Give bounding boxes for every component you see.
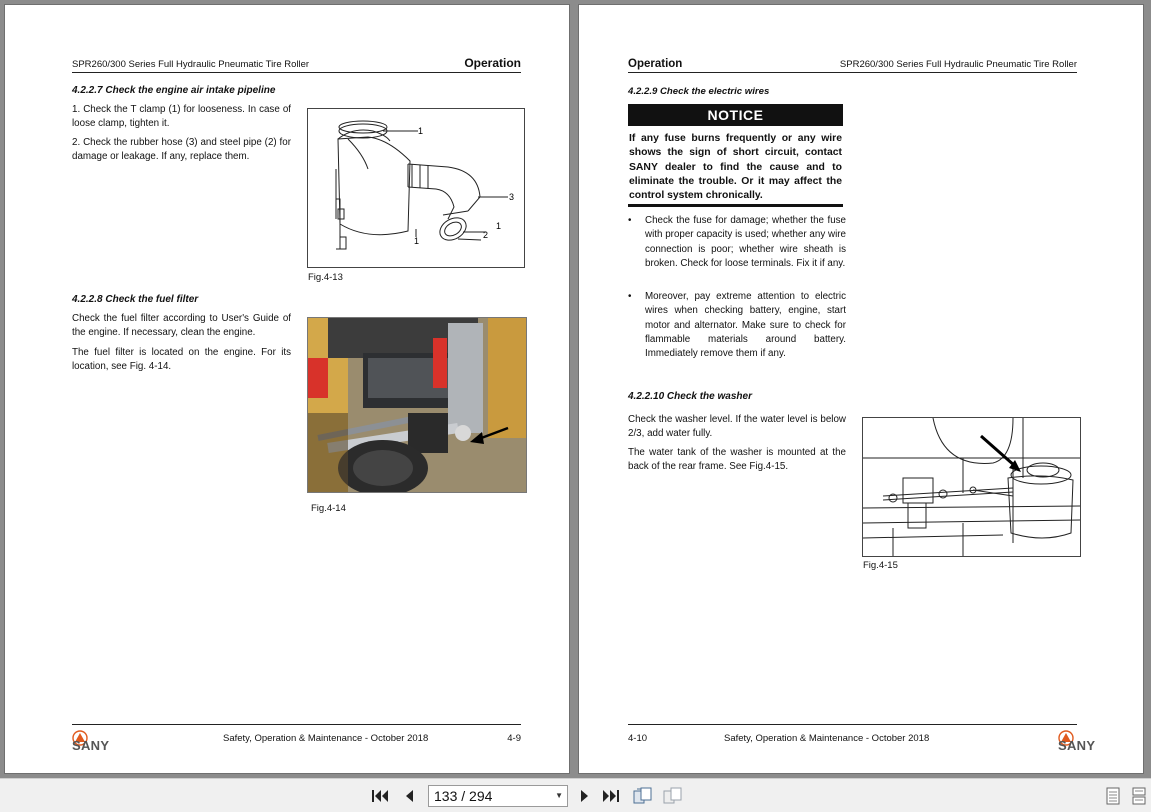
page-indicator: 133 / 294 bbox=[434, 788, 493, 804]
section-heading-4228: 4.2.2.8 Check the fuel filter bbox=[72, 294, 199, 305]
header-section: Operation bbox=[628, 58, 683, 70]
page-footer bbox=[628, 724, 1096, 755]
document-page-left bbox=[4, 4, 570, 774]
section-heading-4229: 4.2.2.9 Check the electric wires bbox=[628, 86, 770, 97]
header-section: Operation bbox=[464, 56, 521, 70]
last-page-icon[interactable] bbox=[600, 785, 622, 807]
header-title: SPR260/300 Series Full Hydraulic Pneumatic Tire Roller bbox=[72, 59, 310, 70]
callout-label: 1 bbox=[418, 126, 424, 136]
page-header bbox=[72, 55, 521, 73]
notice-text: If any fuse burns frequently or any wire shows the sign of short circuit, contact SANY dealer to find the cause and to eliminate the trouble. Or it may affect the control system chronically. bbox=[629, 133, 842, 202]
header-title: SPR260/300 Series Full Hydraulic Pneumatic Tire Roller bbox=[839, 59, 1077, 70]
figure-4-14-fuel-filter-photo bbox=[307, 317, 527, 493]
footer-text: Safety, Operation & Maintenance - October 2018 bbox=[223, 733, 429, 744]
figure-caption: Fig.4-15 bbox=[863, 560, 898, 571]
scroll-mode-icon[interactable] bbox=[1102, 785, 1124, 807]
notice-divider bbox=[628, 204, 843, 207]
continuous-mode-icon[interactable] bbox=[1128, 785, 1150, 807]
bullet-icon: • bbox=[628, 215, 632, 226]
bullet-icon: • bbox=[628, 291, 632, 302]
first-page-icon[interactable] bbox=[369, 785, 391, 807]
sany-logo: SANY bbox=[72, 730, 91, 746]
single-page-view-icon[interactable] bbox=[632, 785, 654, 807]
figure-4-15-washer-tank-drawing bbox=[862, 417, 1081, 557]
callout-label: 1 bbox=[496, 221, 502, 231]
chevron-down-icon[interactable]: ▼ bbox=[555, 791, 563, 800]
sany-logo: SANY bbox=[1058, 730, 1077, 746]
paragraph: The fuel filter is located on the engine. For its location, see Fig. 4-14. bbox=[72, 347, 291, 373]
page-number: 4-9 bbox=[507, 733, 521, 744]
paragraph: 1. Check the T clamp (1) for looseness. In case of loose clamp, tighten it. bbox=[72, 104, 291, 130]
page-header bbox=[628, 55, 1077, 73]
notice-banner: NOTICE bbox=[628, 104, 843, 126]
previous-page-icon[interactable] bbox=[398, 785, 420, 807]
page-number: 4-10 bbox=[628, 733, 648, 744]
section-heading-4227: 4.2.2.7 Check the engine air intake pipeline bbox=[72, 85, 276, 96]
paragraph: The water tank of the washer is mounted at the back of the rear frame. See Fig.4-15. bbox=[628, 447, 846, 473]
viewer-toolbar bbox=[0, 778, 1151, 812]
document-page-right: Operation SPR260/300 Series Full Hydraulic Pneumatic Tire Roller 4.2.2.9 Check the electric wires NOTICE If any fuse burns frequently or any wire shows the sign of short circuit, contact SANY dealer to find the cause and to eliminate the trouble. Or it may affect the control system chronically. • Check the fuse for damage; whether the fuse with proper capacity is used; whether any wire connection is poor; whether wire sheath is broken. Check for loose terminals. Fix it if any. • Moreover, pay extreme attention to electric wires when checking battery, engine, start motor and alternator. Make sure to check for flammable materials around battery. Immediately remove them if any. 4.2.2.10 Check the washer Check the washer level. If the water level is below 2/3, add water fully. The water tank of the washer is mounted at the back of the rear frame. See Fig.4-15. Fig.4-15 4-10 Safety, Operation & Maintenance - October 2018 SANY bbox=[578, 4, 1144, 774]
page-number-selector[interactable] bbox=[428, 785, 568, 807]
callout-label: 2 bbox=[483, 230, 489, 240]
callout-label: 3 bbox=[509, 192, 515, 202]
section-heading-42210: 4.2.2.10 Check the washer bbox=[628, 391, 752, 402]
callout-label: 1 bbox=[414, 236, 420, 246]
figure-caption: Fig.4-14 bbox=[311, 503, 346, 514]
paragraph: 2. Check the rubber hose (3) and steel pipe (2) for damage or leakage. If any, replace them. bbox=[72, 137, 291, 163]
paragraph: Check the fuel filter according to User's Guide of the engine. If necessary, clean the engine. bbox=[72, 313, 291, 339]
two-page-view-icon[interactable] bbox=[662, 785, 684, 807]
footer-text: Safety, Operation & Maintenance - October 2018 bbox=[724, 733, 930, 744]
figure-caption: Fig.4-13 bbox=[308, 272, 343, 283]
paragraph: Check the washer level. If the water level is below 2/3, add water fully. bbox=[628, 414, 846, 440]
page-footer bbox=[72, 724, 521, 755]
next-page-icon[interactable] bbox=[574, 785, 596, 807]
figure-4-13-air-intake-drawing bbox=[307, 108, 525, 268]
